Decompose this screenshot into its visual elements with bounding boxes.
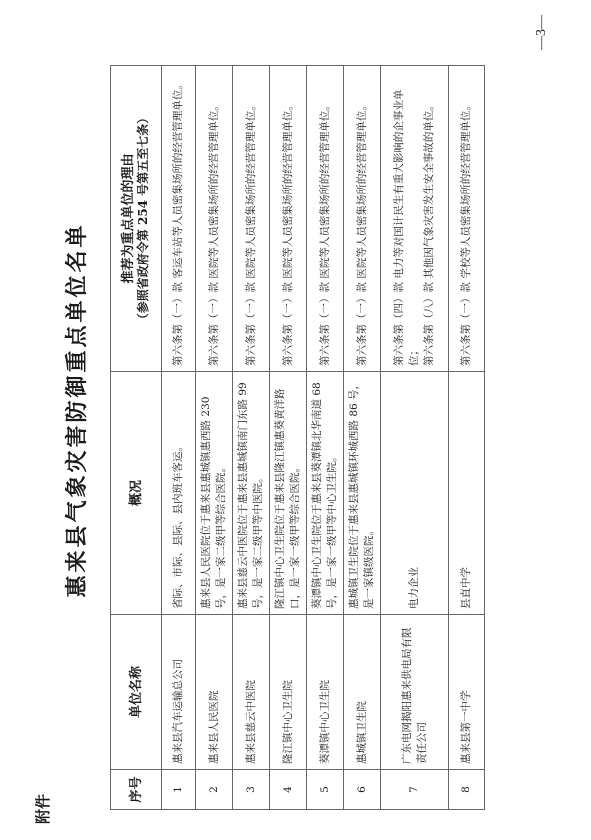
cell-overview: 惠城镇卫生院位于惠来县惠城镇环城西路 86 号，是一家镇级医院。 — [344, 372, 381, 615]
cell-overview: 电力企业 — [381, 372, 449, 615]
table-row — [307, 66, 344, 810]
header-reason-line2: （参照省政府令第 254 号第五至七条） — [136, 111, 150, 326]
cell-name: 广东电网揭阳惠来供电局有限责任公司 — [381, 615, 449, 770]
cell-reason: 第六条第（一）款 医院等人员密集场所的经营管理单位。 — [344, 66, 381, 372]
cell-seq: 4 — [270, 770, 307, 810]
table-header-row — [111, 66, 162, 810]
cell-overview: 葵潭镇中心卫生院位于惠来县葵潭镇北华南道 68 号，是一家一级甲等中心卫生院。 — [307, 372, 344, 615]
cell-name: 惠来县人民医院 — [196, 615, 233, 770]
cell-seq: 2 — [196, 770, 233, 810]
header-seq: 序号 — [111, 770, 162, 810]
page-number: —3— — [534, 15, 549, 50]
cell-name: 惠来县慈云中医院 — [233, 615, 270, 770]
cell-seq: 5 — [307, 770, 344, 810]
cell-seq: 1 — [162, 770, 196, 810]
header-overview: 概况 — [111, 372, 162, 615]
table-row — [344, 66, 381, 810]
table-row — [233, 66, 270, 810]
header-reason-line1: 推荐为重点单位的理由 — [121, 153, 136, 284]
attachment-label: 附件 — [34, 793, 52, 824]
header-reason — [111, 66, 162, 372]
table-row — [162, 66, 196, 810]
cell-reason: 第六条第（一）款 医院等人员密集场所的经营管理单位。 — [307, 66, 344, 372]
cell-reason: 第六条第（四）款 电力等对国计民生有重大影响的企事业单位； 第六条第（八）款 其他因气象灾害发生安全事故的单位。 — [381, 66, 449, 372]
header-name: 单位名称 — [111, 615, 162, 770]
table-row — [270, 66, 307, 810]
cell-reason: 第六条第（一）款 客运车站等人员密集场所的经营管理单位。 — [162, 66, 196, 372]
cell-seq: 3 — [233, 770, 270, 810]
cell-overview: 惠来县慈云中医院位于惠来县惠城镇南门东路 99 号，是一家二级甲等中医院。 — [233, 372, 270, 615]
cell-overview: 隆江镇中心卫生院位于惠来县隆江镇惠葵黄洋路口，是一家一级甲等综合医院。 — [270, 372, 307, 615]
cell-seq: 8 — [449, 770, 485, 810]
cell-reason: 第六条第（一）款 医院等人员密集场所的经营管理单位。 — [196, 66, 233, 372]
cell-reason: 第六条第（一）款 医院等人员密集场所的经营管理单位。 — [270, 66, 307, 372]
table-row — [381, 66, 449, 810]
cell-overview: 县直中学 — [449, 372, 485, 615]
document-title: 惠来县气象灾害防御重点单位名单 — [64, 222, 90, 598]
cell-reason: 第六条第（一）款 学校等人员密集场所的经营管理单位。 — [449, 66, 485, 372]
cell-name: 惠城镇卫生院 — [344, 615, 381, 770]
cell-name: 隆江镇中心卫生院 — [270, 615, 307, 770]
table-row — [196, 66, 233, 810]
cell-name: 葵潭镇中心卫生院 — [307, 615, 344, 770]
table-row — [449, 66, 485, 810]
cell-overview: 省际、市际、县际、县内班车客运。 — [162, 372, 196, 615]
cell-seq: 6 — [344, 770, 381, 810]
cell-seq: 7 — [381, 770, 449, 810]
key-units-table — [110, 65, 485, 810]
cell-name: 惠来县第一中学 — [449, 615, 485, 770]
cell-name: 惠来县汽车运输总公司 — [162, 615, 196, 770]
cell-overview: 惠来县人民医院位于惠来县惠城镇惠西路 230 号，是一家二级甲等综合医院。 — [196, 372, 233, 615]
cell-reason: 第六条第（一）款 医院等人员密集场所的经营管理单位。 — [233, 66, 270, 372]
